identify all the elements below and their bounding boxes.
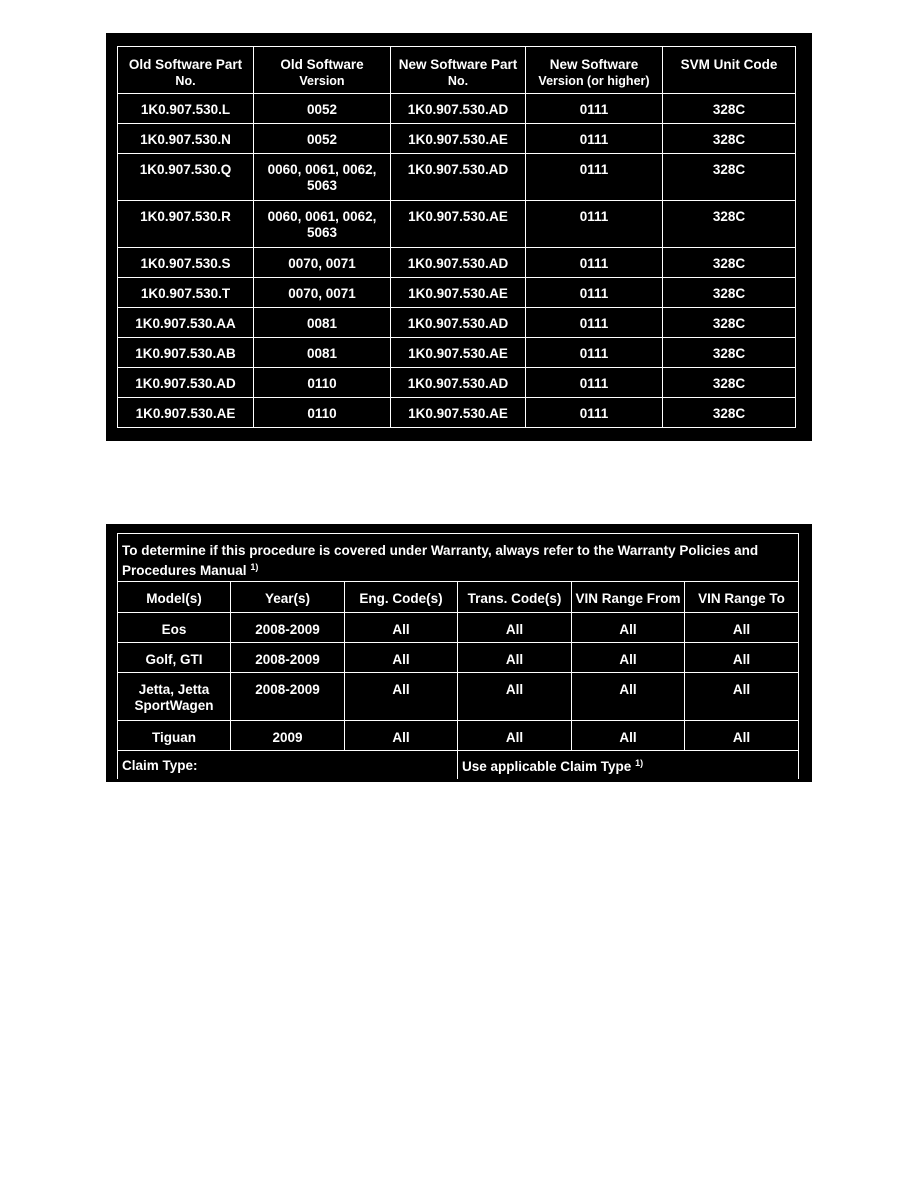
- model-cell: Golf, GTI: [118, 643, 231, 673]
- table-row: [118, 308, 796, 338]
- new-part-cell: 1K0.907.530.AE: [391, 338, 526, 368]
- svm-code-cell: 328C: [663, 124, 796, 154]
- table-row: [118, 613, 799, 643]
- old-part-cell: 1K0.907.530.AB: [118, 338, 254, 368]
- new-part-cell: 1K0.907.530.AD: [391, 308, 526, 338]
- header-vin-from: VIN Range From: [572, 582, 685, 613]
- new-version-cell: 0111: [526, 308, 663, 338]
- trans-code-cell: All: [458, 673, 572, 721]
- table-row: [118, 673, 799, 721]
- software-table-header-row: [118, 47, 796, 94]
- svm-code-cell: 328C: [663, 201, 796, 248]
- old-part-cell: 1K0.907.530.AE: [118, 398, 254, 428]
- header-trans-codes: Trans. Code(s): [458, 582, 572, 613]
- eng-code-cell: All: [345, 643, 458, 673]
- table-row: [118, 721, 799, 751]
- model-cell: Tiguan: [118, 721, 231, 751]
- new-part-cell: 1K0.907.530.AD: [391, 248, 526, 278]
- new-version-cell: 0111: [526, 94, 663, 124]
- header-models: Model(s): [118, 582, 231, 613]
- table-row: [118, 94, 796, 124]
- header-new-part: New Software Part No.: [391, 47, 526, 94]
- table-row: [118, 124, 796, 154]
- vin-from-cell: All: [572, 673, 685, 721]
- vin-from-cell: All: [572, 643, 685, 673]
- trans-code-cell: All: [458, 721, 572, 751]
- old-part-cell: 1K0.907.530.Q: [118, 154, 254, 201]
- vin-to-cell: All: [685, 613, 799, 643]
- year-cell: 2008-2009: [231, 673, 345, 721]
- table-row: [118, 248, 796, 278]
- svm-code-cell: 328C: [663, 278, 796, 308]
- vin-to-cell: All: [685, 643, 799, 673]
- new-part-cell: 1K0.907.530.AE: [391, 201, 526, 248]
- table-row: [118, 154, 796, 201]
- claim-type-label: Claim Type:: [118, 751, 458, 779]
- table-row: [118, 338, 796, 368]
- year-cell: 2008-2009: [231, 613, 345, 643]
- new-part-cell: 1K0.907.530.AE: [391, 124, 526, 154]
- old-version-cell: 0110: [254, 368, 391, 398]
- svm-code-cell: 328C: [663, 154, 796, 201]
- trans-code-cell: All: [458, 613, 572, 643]
- old-version-cell: 0070, 0071: [254, 278, 391, 308]
- old-version-cell: 0081: [254, 308, 391, 338]
- bottom-rule: [106, 782, 812, 786]
- vin-from-cell: All: [572, 613, 685, 643]
- new-version-cell: 0111: [526, 368, 663, 398]
- trans-code-cell: All: [458, 643, 572, 673]
- new-version-cell: 0111: [526, 124, 663, 154]
- old-version-cell: 0060, 0061, 0062, 5063: [254, 154, 391, 201]
- eng-code-cell: All: [345, 673, 458, 721]
- header-eng-codes: Eng. Code(s): [345, 582, 458, 613]
- new-version-cell: 0111: [526, 248, 663, 278]
- warranty-table-body: [118, 613, 799, 751]
- old-version-cell: 0070, 0071: [254, 248, 391, 278]
- header-vin-to: VIN Range To: [685, 582, 799, 613]
- table-row: [118, 201, 796, 248]
- new-part-cell: 1K0.907.530.AE: [391, 278, 526, 308]
- svm-code-cell: 328C: [663, 248, 796, 278]
- old-part-cell: 1K0.907.530.T: [118, 278, 254, 308]
- new-part-cell: 1K0.907.530.AD: [391, 94, 526, 124]
- svm-code-cell: 328C: [663, 368, 796, 398]
- old-version-cell: 0081: [254, 338, 391, 368]
- year-cell: 2009: [231, 721, 345, 751]
- new-version-cell: 0111: [526, 154, 663, 201]
- warranty-notice: To determine if this procedure is covered under Warranty, always refer to the Warranty Policies and Procedures Manual $^{1)}$: [118, 534, 799, 582]
- old-version-cell: 0110: [254, 398, 391, 428]
- old-version-cell: 0052: [254, 94, 391, 124]
- new-version-cell: 0111: [526, 278, 663, 308]
- table-row: [118, 278, 796, 308]
- header-years: Year(s): [231, 582, 345, 613]
- software-table-panel: [106, 33, 812, 441]
- old-part-cell: 1K0.907.530.AA: [118, 308, 254, 338]
- old-part-cell: 1K0.907.530.S: [118, 248, 254, 278]
- table-row: [118, 368, 796, 398]
- new-part-cell: 1K0.907.530.AE: [391, 398, 526, 428]
- software-table-body: [118, 94, 796, 428]
- table-row: [118, 398, 796, 428]
- new-version-cell: 0111: [526, 201, 663, 248]
- old-part-cell: 1K0.907.530.AD: [118, 368, 254, 398]
- new-part-cell: 1K0.907.530.AD: [391, 368, 526, 398]
- new-version-cell: 0111: [526, 338, 663, 368]
- old-part-cell: 1K0.907.530.N: [118, 124, 254, 154]
- warranty-table: [117, 533, 799, 779]
- old-part-cell: 1K0.907.530.R: [118, 201, 254, 248]
- model-cell: Eos: [118, 613, 231, 643]
- warranty-header-row: [118, 582, 799, 613]
- claim-type-value: Use applicable Claim Type $^{1)}$: [458, 751, 799, 779]
- svm-code-cell: 328C: [663, 308, 796, 338]
- model-cell: Jetta, Jetta SportWagen: [118, 673, 231, 721]
- new-version-cell: 0111: [526, 398, 663, 428]
- old-version-cell: 0060, 0061, 0062, 5063: [254, 201, 391, 248]
- vin-from-cell: All: [572, 721, 685, 751]
- new-part-cell: 1K0.907.530.AD: [391, 154, 526, 201]
- software-part-table: [117, 46, 796, 428]
- svm-code-cell: 328C: [663, 398, 796, 428]
- warranty-table-panel: [106, 524, 812, 786]
- eng-code-cell: All: [345, 613, 458, 643]
- vin-to-cell: All: [685, 673, 799, 721]
- header-old-part: Old Software Part No.: [118, 47, 254, 94]
- warranty-notice-row: [118, 534, 799, 582]
- header-new-version: New Software Version (or higher): [526, 47, 663, 94]
- old-version-cell: 0052: [254, 124, 391, 154]
- old-part-cell: 1K0.907.530.L: [118, 94, 254, 124]
- svm-code-cell: 328C: [663, 338, 796, 368]
- header-svm-code: SVM Unit Code: [663, 47, 796, 94]
- eng-code-cell: All: [345, 721, 458, 751]
- table-row: [118, 643, 799, 673]
- claim-type-row: [118, 751, 799, 779]
- year-cell: 2008-2009: [231, 643, 345, 673]
- header-old-version: Old Software Version: [254, 47, 391, 94]
- svm-code-cell: 328C: [663, 94, 796, 124]
- vin-to-cell: All: [685, 721, 799, 751]
